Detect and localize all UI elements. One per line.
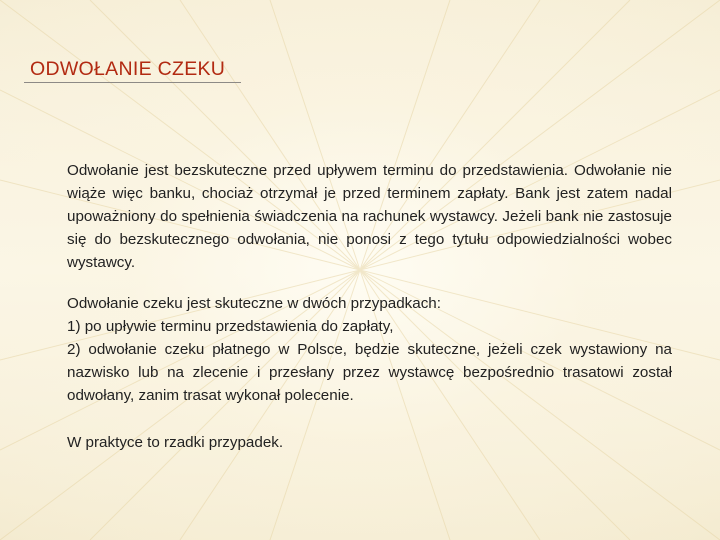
list-item-case-2: 2) odwołanie czeku płatnego w Polsce, będzie skuteczne, jeżeli czek wystawiony na nazwisko lub na zlecenie i przesłany przez wystawcę bezpośrednio trasatowi został odwołany, zanim trasat wykonał polecenie. (67, 341, 672, 404)
list-item-case-1: 1) po upływie terminu przedstawienia do zapłaty, (67, 318, 394, 335)
paragraph-effective-cases-intro: Odwołanie czeku jest skuteczne w dwóch przypadkach: (67, 295, 441, 312)
paragraph-ineffective-revocation: Odwołanie jest bezskuteczne przed upływem terminu do przedstawienia. Odwołanie nie wiąże więc banku, chociaż otrzymał je przed terminem zapłaty. Bank jest zatem nadal upoważniony do spełnienia świadczenia na rachunek wystawcy. Jeżeli bank nie zastosuje się do bezskutecznego odwołania, nie ponosi z tego tytułu odpowiedzialności wobec wystawcy. (67, 162, 672, 271)
paragraph-practice-note: W praktyce to rzadki przypadek. (67, 434, 284, 451)
slide-body (67, 159, 672, 454)
title-underline (24, 82, 241, 83)
slide-title: ODWOŁANIE CZEKU (30, 58, 226, 80)
spacer (67, 407, 672, 431)
